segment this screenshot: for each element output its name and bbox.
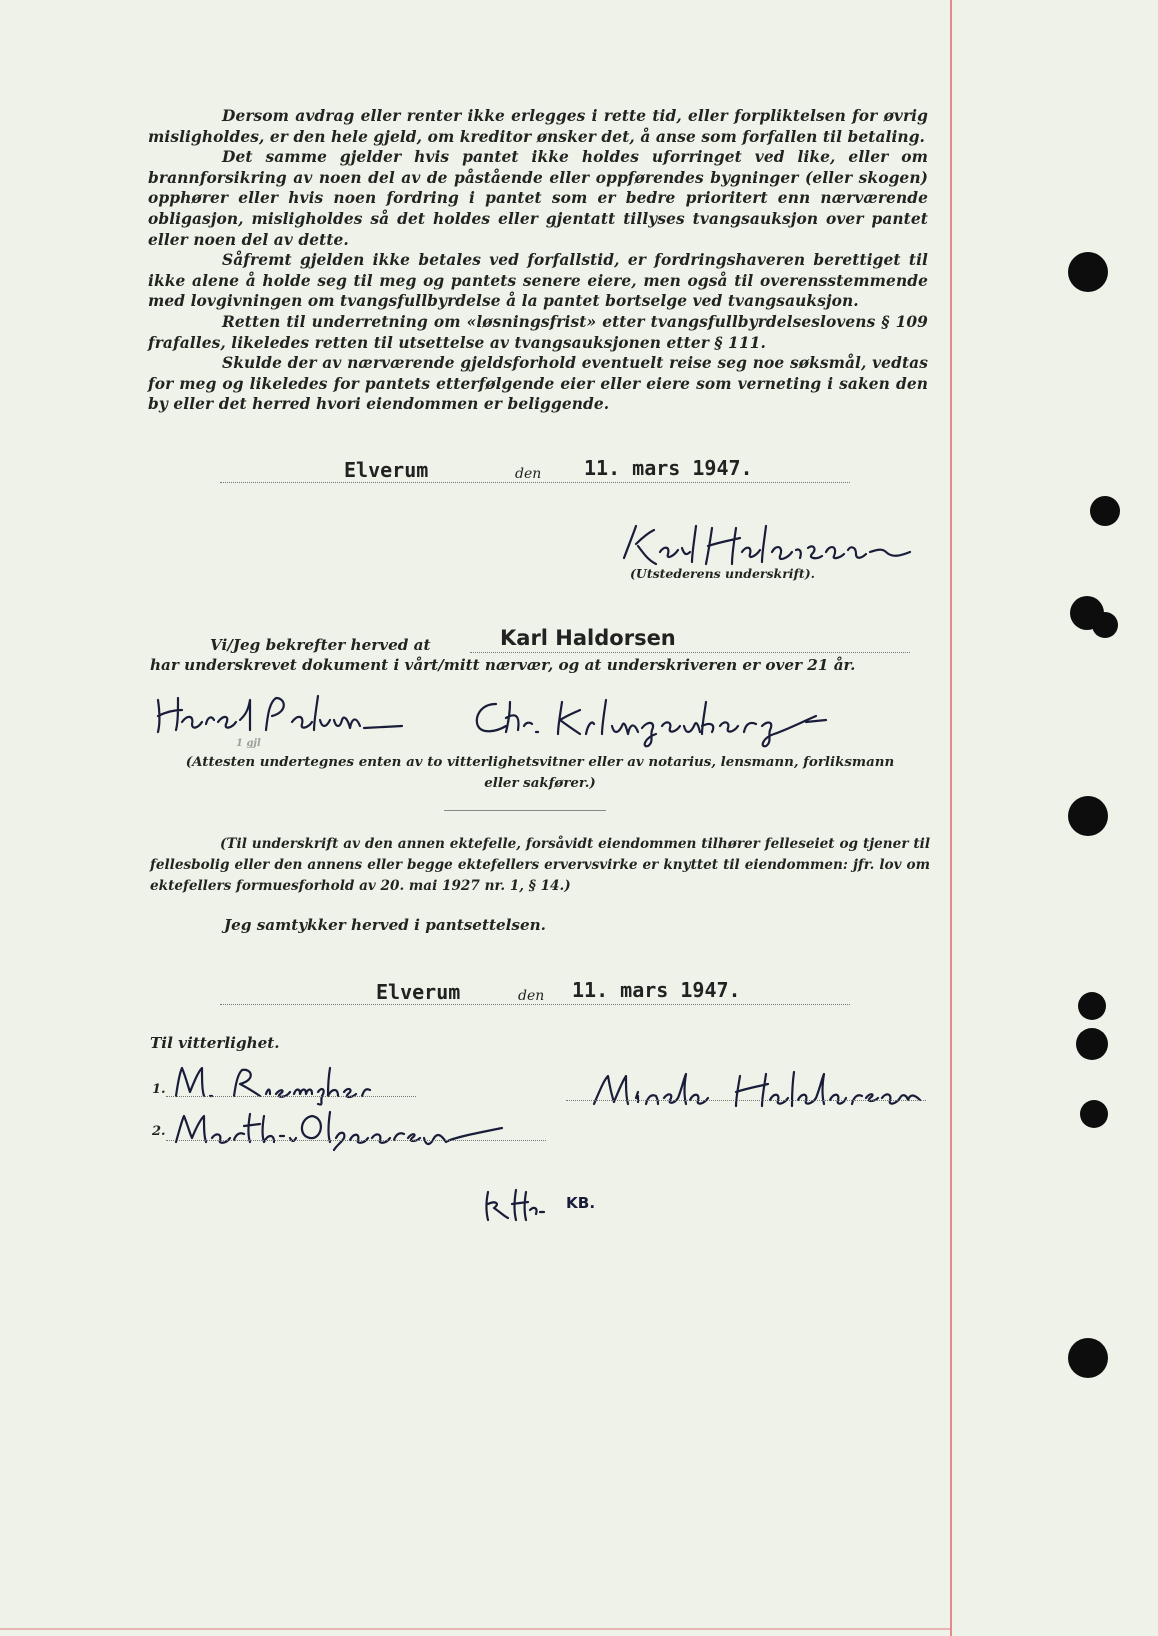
spouse-note-text: (Til underskrift av den annen ektefelle, forsåvidt eiendommen tilhører felleseiet og tjener til fellesbolig eller den annens eller begge ektefellers ervervsvirke er knyttet til eiendommen: jfr. lov om ektefellers formuesforhold av 20. mai 1927 nr. 1, § 14.) (150, 836, 930, 894)
vitterlighet-line-1 (166, 1096, 416, 1097)
spouse-signature-line (566, 1100, 926, 1101)
margin-line (950, 0, 952, 1636)
attest-note-line1: (Attesten undertegnes enten av to vitterlighetsvitner eller av notarius, lensmann, forliksmann (185, 754, 895, 770)
vitterlighet-signature-2 (172, 1106, 552, 1154)
consent-date-line (220, 1004, 850, 1005)
issue-date-line (220, 482, 850, 483)
issuer-signature (620, 522, 940, 572)
issue-place: Elverum (344, 458, 429, 482)
issue-den-label: den (515, 466, 542, 482)
confirmation-prefix: Vi/Jeg bekrefter herved at (210, 636, 431, 654)
punch-hole (1068, 252, 1108, 292)
punch-hole (1068, 796, 1108, 836)
consent-text: Jeg samtykker herved i pantsettelsen. (224, 916, 546, 934)
vitterlighet-num-1: 1. (152, 1082, 166, 1097)
spouse-signature (590, 1066, 970, 1110)
punch-hole (1068, 1338, 1108, 1378)
witness-signature-1 (152, 690, 412, 736)
consent-place: Elverum (376, 980, 461, 1004)
spouse-note (150, 834, 930, 897)
terms-paragraph: Såfremt gjelden ikke betales ved forfallstid, er fordringshaveren berettiget til ikke alene å holde seg til meg og pantets senere eiere, men også til overensstemmende med lovgivningen om tvangsfullbyrdelse å la pantet bortselge ved tvangsauksjon. (148, 251, 928, 311)
terms-paragraph: Det samme gjelder hvis pantet ikke holdes uforringet ved like, eller om brannforsikring av noen del av de påstående eller oppførendes bygninger (eller skogen) opphører eller hvis noen fordring i pantet som er bedre prioritert enn nærværende obligasjon, misligholdes så det holdes eller gjentatt tillyses tvangsauksjon over pantet eller noen del av dette. (148, 148, 928, 249)
attest-note (150, 752, 930, 794)
punch-hole (1090, 496, 1120, 526)
terms-text (148, 106, 928, 415)
witness-signature-2 (466, 694, 866, 750)
consent-den-label: den (518, 988, 545, 1004)
confirmed-name: Karl Haldorsen (500, 626, 676, 650)
punch-hole (1092, 612, 1118, 638)
consent-date: 11. mars 1947. (572, 978, 741, 1002)
terms-paragraph: Dersom avdrag eller renter ikke erlegges i rette tid, eller forpliktelsen for øvrig misligholdes, er den hele gjeld, om kreditor ønsker det, å anse som forfallen til betaling. (148, 107, 928, 146)
punch-hole (1078, 992, 1106, 1020)
punch-hole (1080, 1100, 1108, 1128)
issuer-signature-caption: (Utstederens underskrift). (630, 566, 815, 581)
bottom-line (0, 1628, 950, 1630)
faint-mark: 1 gjl (236, 738, 261, 749)
vitterlighet-label: Til vitterlighet. (150, 1034, 280, 1052)
terms-paragraph: Skulde der av nærværende gjeldsforhold eventuelt reise seg noe søksmål, vedtas for meg og likeledes for pantets etterfølgende eier eller eiere som verneting i saken den by eller det herred hvori eiendommen er beliggende. (148, 354, 928, 414)
attest-note-line2: eller sakfører.) (484, 775, 596, 791)
punch-hole (1076, 1028, 1108, 1060)
terms-paragraph: Retten til underretning om «løsningsfrist» etter tvangsfullbyrdelseslovens § 109 frafalles, likeledes retten til utsettelse av tvangsauksjonen etter § 111. (148, 312, 928, 352)
confirmation-line2: har underskrevet dokument i vårt/mitt nærvær, og at underskriveren er over 21 år. (150, 656, 856, 674)
initials-text: KB. (566, 1194, 596, 1212)
separator-line (444, 810, 606, 811)
vitterlighet-line-2 (166, 1140, 546, 1141)
initials-mark (482, 1186, 562, 1222)
vitterlighet-num-2: 2. (152, 1124, 166, 1139)
issue-date: 11. mars 1947. (584, 456, 753, 480)
confirmed-name-line (470, 652, 910, 653)
